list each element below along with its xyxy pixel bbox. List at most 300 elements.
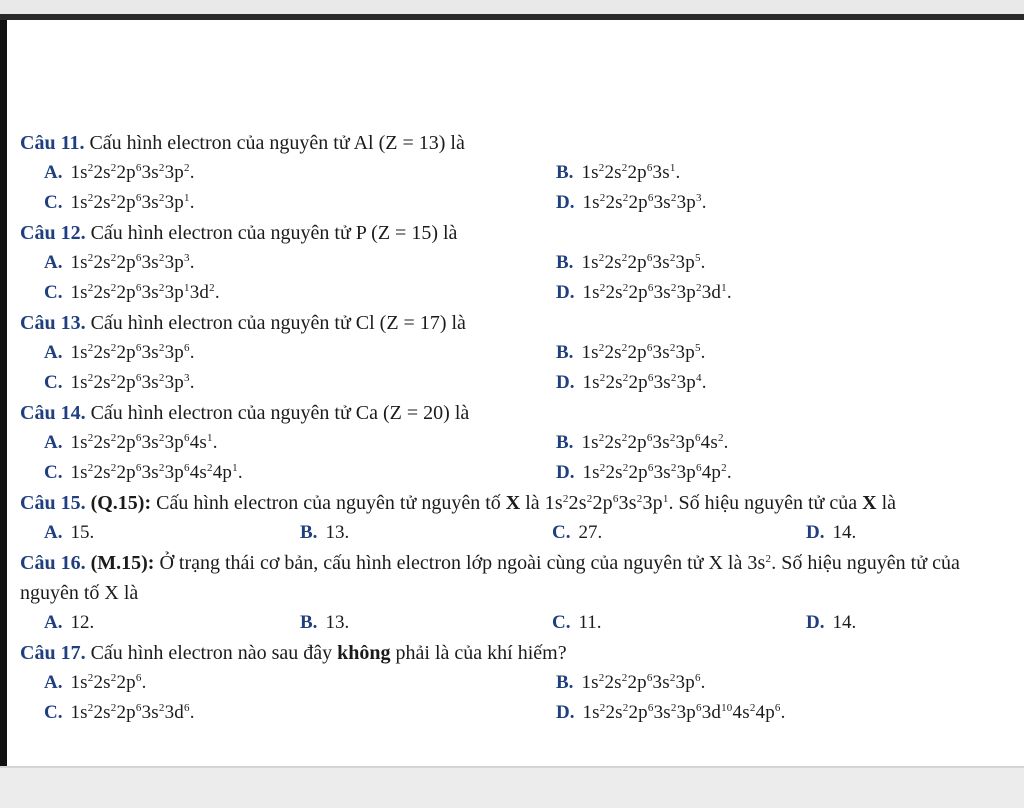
- question-text: là: [525, 492, 540, 514]
- orbital: 2p: [116, 672, 136, 693]
- electron-count: 2: [158, 192, 165, 204]
- option-d[interactable]: [556, 368, 707, 398]
- orbital: 2p: [116, 372, 136, 393]
- option-c[interactable]: [44, 368, 195, 398]
- orbital: 3p: [164, 282, 184, 303]
- orbital: 1s: [581, 342, 599, 363]
- electron-config: [582, 282, 731, 303]
- question-14: [20, 398, 1020, 488]
- orbital: 3s: [141, 342, 159, 363]
- option-letter: C.: [44, 702, 63, 723]
- option-letter: D.: [556, 462, 575, 483]
- option-d[interactable]: [806, 518, 856, 548]
- orbital: 3s: [141, 432, 159, 453]
- option-c[interactable]: [44, 458, 243, 488]
- electron-count: 1: [184, 192, 190, 204]
- orbital: 4s: [189, 432, 207, 453]
- options-row: [20, 248, 1020, 278]
- electron-count: 2: [158, 372, 165, 384]
- orbital: 2s: [93, 432, 111, 453]
- question-text: Cấu hình electron của nguyên tử nguyên tố: [156, 492, 501, 514]
- orbital: 4s: [189, 462, 207, 483]
- option-b[interactable]: [556, 668, 706, 698]
- orbital: 2p: [116, 192, 136, 213]
- electron-count: 2: [110, 252, 117, 264]
- electron-count: 2: [110, 192, 117, 204]
- answer-options: [20, 158, 1020, 218]
- config-end: .: [189, 342, 195, 363]
- option-c[interactable]: [44, 188, 195, 218]
- question-number: Câu 12.: [20, 222, 86, 244]
- orbital: 3d: [701, 702, 722, 723]
- orbital: 1s: [544, 492, 563, 514]
- orbital: 3p: [676, 372, 696, 393]
- electron-count: 6: [184, 342, 190, 354]
- orbital: 2s: [604, 672, 622, 693]
- options-row: [20, 368, 1020, 398]
- config-end: .: [141, 672, 147, 693]
- option-letter: B.: [556, 162, 574, 183]
- electron-count: 2: [622, 282, 629, 294]
- option-letter: B.: [556, 252, 574, 273]
- electron-count: 2: [670, 702, 677, 714]
- electron-count: 2: [87, 192, 94, 204]
- option-b[interactable]: [300, 608, 349, 638]
- electron-config: [581, 342, 705, 363]
- option-value: 14.: [832, 612, 857, 633]
- question-text: Cấu hình electron của nguyên tử Al (Z = 13) là: [89, 132, 465, 154]
- config-end: .: [237, 462, 243, 483]
- config-end: .: [780, 702, 786, 723]
- electron-count: 2: [622, 372, 629, 384]
- orbital: 1s: [70, 342, 88, 363]
- electron-config: [70, 372, 194, 393]
- question-number: Câu 14.: [20, 402, 86, 424]
- electron-config: [545, 492, 669, 514]
- option-letter: D.: [806, 612, 825, 633]
- options-row: [20, 668, 1020, 698]
- orbital: 3s: [652, 432, 670, 453]
- orbital: 2p: [592, 492, 613, 514]
- electron-count: 2: [669, 342, 676, 354]
- orbital: 3s: [653, 282, 671, 303]
- orbital: 3p: [164, 432, 184, 453]
- orbital: 3d: [164, 702, 184, 723]
- electron-count: 2: [87, 672, 94, 684]
- electron-count: 2: [621, 252, 628, 264]
- question-stem: [20, 398, 1020, 428]
- question-13: [20, 308, 1020, 398]
- answer-options: [20, 518, 1020, 548]
- electron-count: 6: [184, 702, 190, 714]
- option-a[interactable]: [44, 428, 218, 458]
- electron-count: 2: [562, 493, 569, 505]
- electron-count: 2: [110, 282, 117, 294]
- electron-count: 1: [184, 282, 190, 294]
- orbital: 1s: [582, 702, 600, 723]
- option-value: 13.: [325, 612, 350, 633]
- orbital: 1s: [582, 372, 600, 393]
- orbital: 2p: [628, 702, 648, 723]
- electron-count: 2: [670, 282, 677, 294]
- electron-count: 2: [110, 372, 117, 384]
- option-letter: C.: [552, 522, 571, 543]
- electron-count: 6: [646, 342, 653, 354]
- option-value: 15.: [70, 522, 95, 543]
- electron-count: 2: [110, 162, 117, 174]
- orbital: 1s: [70, 462, 88, 483]
- config-end: .: [189, 252, 195, 273]
- question-stem: [20, 218, 1020, 248]
- electron-count: 2: [598, 252, 605, 264]
- option-letter: A.: [44, 342, 63, 363]
- electron-count: 2: [765, 553, 772, 565]
- orbital: 2s: [93, 282, 111, 303]
- config-end: .: [700, 252, 706, 273]
- orbital: 3s: [652, 672, 670, 693]
- electron-count: 2: [598, 162, 605, 174]
- question-12: [20, 218, 1020, 308]
- question-number: Câu 17.: [20, 642, 86, 664]
- orbital: 2p: [116, 462, 136, 483]
- orbital: 2s: [605, 282, 623, 303]
- electron-count: 2: [749, 702, 756, 714]
- option-b[interactable]: [556, 248, 706, 278]
- electron-count: 6: [184, 432, 190, 444]
- option-letter: D.: [556, 192, 575, 213]
- orbital: 2p: [627, 672, 647, 693]
- electron-count: 6: [694, 432, 701, 444]
- config-end: .: [701, 192, 707, 213]
- electron-config: [581, 672, 705, 693]
- question-stem: [20, 308, 1020, 338]
- electron-config: [70, 672, 146, 693]
- option-b[interactable]: [556, 428, 729, 458]
- electron-count: 6: [646, 162, 653, 174]
- orbital: 2p: [627, 252, 647, 273]
- option-letter: A.: [44, 162, 63, 183]
- electron-count: 6: [646, 252, 653, 264]
- electron-count: 2: [599, 702, 606, 714]
- electron-count: 1: [669, 162, 676, 174]
- question-tag: (M.15):: [90, 552, 155, 574]
- electron-count: 4: [696, 372, 702, 384]
- orbital: 1s: [70, 372, 88, 393]
- electron-count: 6: [612, 493, 619, 505]
- electron-count: 2: [599, 192, 606, 204]
- orbital: 3p: [164, 342, 184, 363]
- option-letter: A.: [44, 432, 63, 453]
- left-edge: [0, 20, 7, 808]
- orbital: 2s: [568, 492, 587, 514]
- electron-count: 6: [135, 432, 142, 444]
- electron-count: 6: [647, 372, 654, 384]
- question-text: phải là của khí hiếm?: [395, 642, 567, 664]
- option-letter: B.: [556, 432, 574, 453]
- option-d[interactable]: [556, 278, 732, 308]
- option-c[interactable]: [44, 278, 220, 308]
- option-c[interactable]: [552, 608, 602, 638]
- question-17: [20, 638, 1020, 728]
- orbital: 2p: [116, 702, 136, 723]
- electron-count: 2: [721, 462, 727, 474]
- option-letter: C.: [44, 282, 63, 303]
- electron-count: 2: [158, 342, 165, 354]
- orbital: 2p: [116, 162, 136, 183]
- electron-count: 3: [184, 252, 190, 264]
- question-text: Cấu hình electron của nguyên tử Ca (Z = 20) là: [90, 402, 470, 424]
- electron-count: 2: [209, 282, 215, 294]
- option-letter: A.: [44, 612, 63, 633]
- electron-count: 6: [694, 672, 701, 684]
- orbital: 1s: [70, 672, 88, 693]
- electron-count: 6: [696, 462, 702, 474]
- electron-count: 2: [622, 702, 629, 714]
- electron-count: 6: [696, 702, 702, 714]
- config-end: .: [189, 162, 195, 183]
- option-a[interactable]: [44, 158, 195, 188]
- electron-count: 6: [135, 192, 142, 204]
- config-end: .: [700, 342, 706, 363]
- orbital: 3s: [141, 162, 159, 183]
- electron-count: 6: [774, 702, 781, 714]
- option-d[interactable]: [556, 698, 786, 728]
- electron-count: 1: [207, 432, 213, 444]
- option-letter: C.: [44, 462, 63, 483]
- electron-count: 6: [647, 192, 654, 204]
- orbital: 2s: [605, 462, 623, 483]
- emphasis: không: [337, 642, 391, 664]
- option-a[interactable]: [44, 338, 195, 368]
- option-letter: A.: [44, 522, 63, 543]
- option-b[interactable]: [556, 158, 681, 188]
- orbital: 2p: [627, 342, 647, 363]
- orbital: 1s: [582, 282, 600, 303]
- question-text: Cấu hình electron của nguyên tử Cl (Z = 17) là: [90, 312, 466, 334]
- electron-config: [70, 342, 194, 363]
- options-row: [20, 458, 1020, 488]
- orbital: 2p: [116, 432, 136, 453]
- electron-count: 2: [598, 432, 605, 444]
- electron-config: [582, 192, 706, 213]
- electron-count: 1: [662, 493, 669, 505]
- electron-count: 6: [647, 462, 654, 474]
- orbital: 3s: [141, 192, 159, 213]
- answer-options: [20, 668, 1020, 728]
- answer-options: [20, 338, 1020, 398]
- orbital: 2s: [93, 192, 111, 213]
- electron-config: [70, 462, 242, 483]
- option-value: 27.: [578, 522, 603, 543]
- electron-config: [70, 432, 217, 453]
- orbital: 3s: [652, 162, 670, 183]
- electron-config: [70, 282, 219, 303]
- options-row: [20, 518, 1020, 548]
- answer-options: [20, 428, 1020, 488]
- electron-count: 2: [599, 372, 606, 384]
- option-letter: A.: [44, 672, 63, 693]
- orbital: 2s: [93, 462, 111, 483]
- orbital: 3s: [141, 462, 159, 483]
- electron-config: [70, 252, 194, 273]
- config-end: .: [189, 192, 195, 213]
- option-d[interactable]: [556, 188, 707, 218]
- orbital: 2s: [605, 192, 623, 213]
- option-d[interactable]: [556, 458, 732, 488]
- question-16: [20, 548, 1020, 638]
- electron-count: 2: [621, 162, 628, 174]
- orbital: 2s: [93, 252, 111, 273]
- electron-config: [582, 462, 731, 483]
- option-value: 12.: [70, 612, 95, 633]
- electron-count: 6: [647, 702, 654, 714]
- question-text: . Số hiệu nguyên tử của nguyên tố X là: [20, 552, 960, 604]
- electron-count: 2: [696, 282, 702, 294]
- question-text: . Số hiệu nguyên tử của: [668, 492, 858, 514]
- orbital: 3s: [653, 462, 671, 483]
- electron-count: 2: [110, 672, 117, 684]
- orbital: 2s: [604, 162, 622, 183]
- orbital: 2s: [93, 702, 111, 723]
- electron-count: 2: [621, 432, 628, 444]
- electron-count: 2: [670, 192, 677, 204]
- orbital: 4p: [701, 462, 722, 483]
- orbital: 2p: [627, 432, 647, 453]
- orbital: 3p: [676, 462, 696, 483]
- electron-config: [581, 252, 705, 273]
- orbital: 3d: [701, 282, 722, 303]
- answer-options: [20, 248, 1020, 308]
- option-a[interactable]: [44, 248, 195, 278]
- orbital: 1s: [70, 162, 88, 183]
- electron-count: 2: [87, 252, 94, 264]
- electron-count: 2: [669, 432, 676, 444]
- electron-count: 2: [598, 342, 605, 354]
- electron-count: 6: [135, 702, 142, 714]
- electron-count: 2: [717, 432, 724, 444]
- orbital: 2p: [628, 192, 648, 213]
- orbital: 3s: [652, 342, 670, 363]
- electron-count: 6: [135, 282, 142, 294]
- orbital: 3s: [141, 372, 159, 393]
- orbital: 3s: [618, 492, 637, 514]
- top-divider: [0, 14, 1024, 20]
- config-end: .: [189, 372, 195, 393]
- option-letter: C.: [44, 192, 63, 213]
- question-number: Câu 13.: [20, 312, 86, 334]
- orbital: 3p: [164, 462, 184, 483]
- orbital: 3p: [675, 342, 695, 363]
- electron-count: 2: [622, 192, 629, 204]
- electron-count: 5: [694, 342, 701, 354]
- orbital: 3s: [141, 702, 159, 723]
- top-border: [0, 0, 1024, 14]
- electron-config: [747, 552, 771, 574]
- config-end: .: [675, 162, 681, 183]
- electron-count: 6: [184, 462, 190, 474]
- orbital: 3s: [747, 552, 766, 574]
- orbital: 1s: [582, 192, 600, 213]
- config-end: .: [212, 432, 218, 453]
- question-text: Cấu hình electron của nguyên tử P (Z = 15) là: [90, 222, 458, 244]
- config-end: .: [723, 432, 729, 453]
- option-a[interactable]: [44, 518, 94, 548]
- orbital: 2s: [605, 372, 623, 393]
- electron-count: 2: [110, 342, 117, 354]
- orbital: 3s: [141, 282, 159, 303]
- question-text: là: [881, 492, 897, 514]
- electron-config: [581, 162, 680, 183]
- orbital: 1s: [581, 432, 599, 453]
- option-a[interactable]: [44, 668, 147, 698]
- option-value: 13.: [325, 522, 350, 543]
- orbital: 1s: [70, 702, 88, 723]
- option-a[interactable]: [44, 608, 94, 638]
- electron-count: 2: [158, 432, 165, 444]
- option-letter: D.: [556, 702, 575, 723]
- electron-config: [70, 192, 194, 213]
- electron-count: 2: [87, 702, 94, 714]
- orbital: 2p: [628, 282, 648, 303]
- orbital: 3p: [675, 432, 695, 453]
- electron-count: 2: [110, 462, 117, 474]
- option-value: 14.: [832, 522, 857, 543]
- orbital: 3p: [164, 192, 184, 213]
- electron-count: 6: [135, 372, 142, 384]
- electron-count: 3: [696, 192, 702, 204]
- electron-config: [582, 372, 706, 393]
- orbital: 4p: [755, 702, 775, 723]
- electron-count: 2: [670, 462, 677, 474]
- orbital: 2p: [628, 372, 648, 393]
- option-d[interactable]: [806, 608, 856, 638]
- electron-count: 2: [669, 252, 676, 264]
- orbital: 3p: [675, 672, 695, 693]
- electron-count: 2: [87, 342, 94, 354]
- orbital: 2p: [627, 162, 647, 183]
- options-row: [20, 698, 1020, 728]
- electron-count: 2: [636, 493, 643, 505]
- option-c[interactable]: [552, 518, 602, 548]
- question-tag: (Q.15):: [90, 492, 152, 514]
- config-end: .: [726, 282, 732, 303]
- option-b[interactable]: [300, 518, 349, 548]
- orbital: 2s: [604, 342, 622, 363]
- electron-count: 2: [621, 672, 628, 684]
- option-value: 11.: [578, 612, 602, 633]
- config-end: .: [701, 372, 707, 393]
- option-b[interactable]: [556, 338, 706, 368]
- electron-count: 6: [646, 672, 653, 684]
- orbital: 3p: [676, 702, 696, 723]
- option-letter: B.: [300, 612, 318, 633]
- electron-count: 2: [586, 493, 593, 505]
- orbital: 3s: [141, 252, 159, 273]
- orbital: 3p: [164, 252, 184, 273]
- orbital: 3s: [653, 372, 671, 393]
- orbital: 1s: [581, 252, 599, 273]
- orbital: 4s: [700, 432, 718, 453]
- question-stem: [20, 128, 1020, 158]
- orbital: 2s: [604, 252, 622, 273]
- option-c[interactable]: [44, 698, 195, 728]
- electron-count: 1: [721, 282, 727, 294]
- electron-count: 2: [158, 702, 165, 714]
- electron-count: 2: [87, 372, 94, 384]
- orbital: 2s: [93, 372, 111, 393]
- question-stem: [20, 488, 1000, 518]
- orbital: 3d: [189, 282, 210, 303]
